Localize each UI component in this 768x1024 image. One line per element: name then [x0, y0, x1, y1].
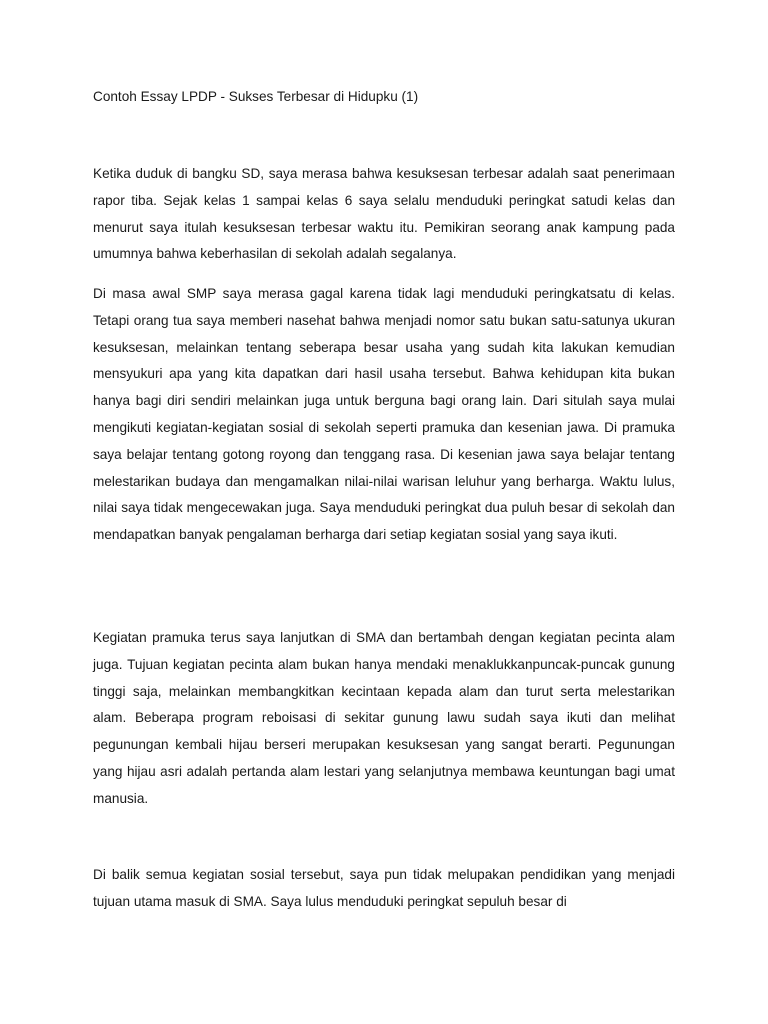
paragraph-2: Di masa awal SMP saya merasa gagal karena tidak lagi menduduki peringkatsatu di kelas. Tetapi orang tua saya memberi nasehat bahwa menjadi nomor satu bukan satu-satunya ukuran kesuksesan, melainkan tentang seberapa besar usaha yang sudah kita lakukan kemudian mensyukuri apa yang kita dapatkan dari hasil usaha tersebut. Bahwa kehidupan kita bukan hanya bagi diri sendiri melainkan juga untuk berguna bagi orang lain. Dari situlah saya mulai mengikuti kegiatan-kegiatan sosial di sekolah seperti pramuka dan kesenian jawa. Di pramuka saya belajar tentang gotong royong dan tenggang rasa. Di kesenian jawa saya belajar tentang melestarikan budaya dan mengamalkan nilai-nilai warisan leluhur yang berharga. Waktu lulus, nilai saya tidak mengecewakan juga. Saya menduduki peringkat dua puluh besar di sekolah dan mendapatkan banyak pengalaman berharga dari setiap kegiatan sosial yang saya ikuti.: [93, 286, 675, 543]
paragraph-4: Di balik semua kegiatan sosial tersebut, saya pun tidak melupakan pendidikan yang menjadi tujuan utama masuk di SMA. Saya lulus menduduki peringkat sepuluh besar di: [93, 867, 675, 909]
paragraph-3: Kegiatan pramuka terus saya lanjutkan di SMA dan bertambah dengan kegiatan pecinta alam juga. Tujuan kegiatan pecinta alam bukan hanya mendaki menaklukkanpuncak-puncak gunung tinggi saja, melainkan membangkitkan kecintaan kepada alam dan turut serta melestarikan alam. Beberapa program reboisasi di sekitar gunung lawu sudah saya ikuti dan melihat pegunungan kembali hijau berseri merupakan kesuksesan yang sangat berarti. Pegunungan yang hijau asri adalah pertanda alam lestari yang selanjutnya membawa keuntungan bagi umat manusia.: [93, 630, 675, 806]
document-title: Contoh Essay LPDP - Sukses Terbesar di Hidupku (1): [93, 89, 419, 104]
paragraph-1: Ketika duduk di bangku SD, saya merasa bahwa kesuksesan terbesar adalah saat penerimaan rapor tiba. Sejak kelas 1 sampai kelas 6 saya selalu menduduki peringkat satudi kelas dan menurut saya itulah kesuksesan terbesar waktu itu. Pemikiran seorang anak kampung pada umumnya bahwa keberhasilan di sekolah adalah segalanya.: [93, 166, 675, 262]
